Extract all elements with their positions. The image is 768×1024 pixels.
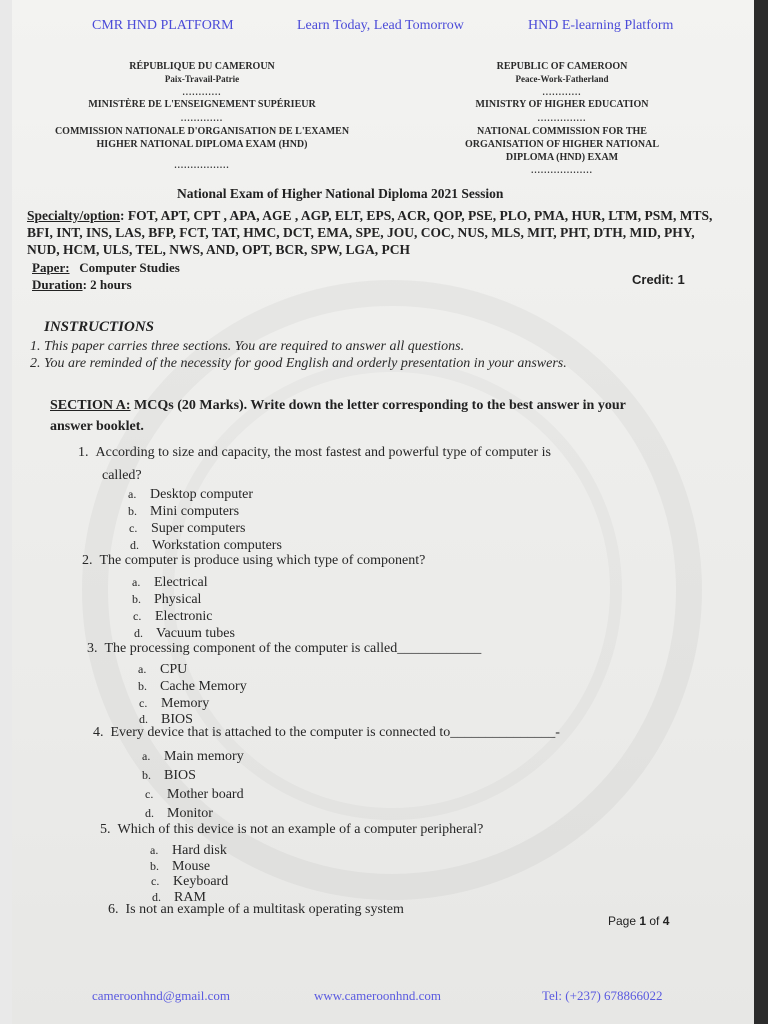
option-item xyxy=(138,662,187,678)
gov-block-english xyxy=(437,60,687,177)
option-text: BIOS xyxy=(161,712,193,727)
section-a-heading xyxy=(50,395,630,437)
country-en: REPUBLIC OF CAMEROON xyxy=(496,61,628,72)
footer-email: cameroonhnd@gmail.com xyxy=(92,988,230,1003)
duration-line xyxy=(32,277,132,293)
commission-fr-line1: COMMISSION NATIONALE D'ORGANISATION DE L'EXAMEN xyxy=(54,126,350,137)
option-text: Physical xyxy=(154,592,202,607)
question-text: Every device that is attached to the computer is connected to_______________- xyxy=(110,725,560,740)
option-letter: c. xyxy=(151,874,160,888)
question-number: 1. xyxy=(78,445,89,460)
commission-en-line3: DIPLOMA (HND) EXAM xyxy=(505,152,619,163)
option-text: Hard disk xyxy=(172,843,227,858)
option-text: Mouse xyxy=(172,859,211,874)
question-number: 6. xyxy=(108,902,119,917)
option-text: Mother board xyxy=(167,787,244,802)
option-letter: a. xyxy=(142,749,151,763)
country-fr: RÉPUBLIQUE DU CAMEROUN xyxy=(129,61,275,72)
question-number: 3. xyxy=(87,641,98,656)
question-text: The computer is produce using which type of component? xyxy=(99,553,426,568)
gov-block-french xyxy=(32,60,372,172)
option-text: Main memory xyxy=(164,749,244,764)
exam-page xyxy=(12,0,754,1024)
question-6 xyxy=(108,902,404,918)
option-text: Memory xyxy=(161,696,210,711)
header-slogan: Learn Today, Lead Tomorrow xyxy=(297,18,464,33)
header-platform-name: CMR HND PLATFORM xyxy=(92,18,234,33)
option-item xyxy=(128,504,239,520)
duration-value: : 2 hours xyxy=(82,277,132,292)
option-item xyxy=(132,592,201,608)
option-text: CPU xyxy=(160,662,188,677)
commission-en-line2: ORGANISATION OF HIGHER NATIONAL xyxy=(464,139,659,150)
divider-dots: ................... xyxy=(531,165,593,175)
instructions-heading: INSTRUCTIONS xyxy=(44,319,155,335)
option-text: Monitor xyxy=(167,806,213,821)
question-text: The processing component of the computer is called____________ xyxy=(104,641,482,656)
question-text: According to size and capacity, the most fastest and powerful type of computer is xyxy=(95,445,552,460)
option-letter: b. xyxy=(142,768,151,782)
divider-dots: ............. xyxy=(180,113,224,123)
page-number xyxy=(608,914,669,928)
specialty-codes: : FOT, APT, CPT , APA, AGE , AGP, ELT, EPS, ACR, QOP, PSE, PLO, PMA, HUR, LTM, PSM, MTS, BFI, INT, INS, LAS, BFP, FCT, TAT, HMC, DCT, EMA, SPE, JOU, COC, NUS, MLS, MIT, PHT, DTH, MID, PHY, NUD, HCM, ULS, TEL, NWS, AND, OPT, BCR, SPW, LGA, PCH xyxy=(27,208,713,257)
option-item xyxy=(142,749,244,765)
option-text: Desktop computer xyxy=(150,487,254,502)
option-item xyxy=(151,874,228,890)
page-middle: of xyxy=(646,914,663,928)
section-a-text: MCQs (20 Marks). Write down the letter corresponding to the best answer in your answer booklet. xyxy=(50,398,626,434)
option-letter: d. xyxy=(139,712,148,726)
option-item xyxy=(134,626,235,642)
option-text: Super computers xyxy=(151,521,246,536)
paper-label: Paper: xyxy=(32,260,70,275)
question-4 xyxy=(93,725,560,741)
option-text: Cache Memory xyxy=(160,679,247,694)
option-letter: d. xyxy=(145,806,154,820)
instruction-item: 1. This paper carries three sections. You are required to answer all questions. xyxy=(30,339,465,354)
option-letter: b. xyxy=(132,592,141,606)
divider-dots: ............... xyxy=(537,113,587,123)
option-letter: c. xyxy=(139,696,148,710)
option-item xyxy=(139,696,209,712)
question-number: 5. xyxy=(100,822,111,837)
specialty-options xyxy=(27,207,717,258)
duration-label: Duration xyxy=(32,277,83,292)
option-text: Vacuum tubes xyxy=(156,626,235,641)
question-number: 2. xyxy=(82,553,93,568)
option-text: Keyboard xyxy=(173,874,229,889)
ministry-fr: MINISTÈRE DE L'ENSEIGNEMENT SUPÉRIEUR xyxy=(88,99,316,110)
option-text: BIOS xyxy=(164,768,196,783)
option-letter: d. xyxy=(130,538,139,552)
option-letter: d. xyxy=(134,626,143,640)
question-1-line2: called? xyxy=(102,468,142,483)
question-2 xyxy=(82,553,425,569)
option-letter: a. xyxy=(128,487,137,501)
paper-value: Computer Studies xyxy=(79,260,180,275)
option-item xyxy=(133,609,213,625)
question-number: 4. xyxy=(93,725,104,740)
option-text: Electrical xyxy=(154,575,208,590)
instruction-item: 2. You are reminded of the necessity for good English and orderly presentation in your answers. xyxy=(30,356,567,371)
credit-value: Credit: 1 xyxy=(632,272,685,287)
commission-en-line1: NATIONAL COMMISSION FOR THE xyxy=(477,126,647,137)
option-letter: a. xyxy=(132,575,141,589)
section-a-label: SECTION A: xyxy=(50,398,131,413)
option-item xyxy=(128,487,253,503)
page-total: 4 xyxy=(662,914,670,928)
option-text: RAM xyxy=(174,890,206,905)
option-item xyxy=(130,538,282,554)
motto-en: Peace-Work-Fatherland xyxy=(515,74,609,84)
option-letter: a. xyxy=(150,843,159,857)
footer-phone: Tel: (+237) 678866022 xyxy=(542,988,663,1003)
page-prefix: Page xyxy=(608,914,640,928)
option-letter: d. xyxy=(152,890,161,904)
divider-dots: ................. xyxy=(174,160,230,170)
divider-dots: ............ xyxy=(542,87,582,97)
question-3 xyxy=(87,641,481,657)
option-text: Mini computers xyxy=(150,504,240,519)
option-letter: b. xyxy=(138,679,147,693)
commission-fr-line2: HIGHER NATIONAL DIPLOMA EXAM (HND) xyxy=(96,139,308,150)
divider-dots: ............ xyxy=(182,87,222,97)
option-letter: c. xyxy=(145,787,154,801)
option-item xyxy=(129,521,245,537)
option-letter: c. xyxy=(129,521,138,535)
option-item xyxy=(138,679,247,695)
option-letter: c. xyxy=(133,609,142,623)
paper-line xyxy=(32,260,180,276)
option-item xyxy=(132,575,208,591)
option-item xyxy=(150,859,210,875)
page-current: 1 xyxy=(639,914,647,928)
question-text: Is not an example of a multitask operating system xyxy=(125,902,404,917)
question-1 xyxy=(78,445,551,461)
motto-fr: Paix-Travail-Patrie xyxy=(164,74,240,84)
ministry-en: MINISTRY OF HIGHER EDUCATION xyxy=(475,99,649,110)
right-background-edge xyxy=(754,0,768,1024)
option-item xyxy=(150,843,227,859)
option-item xyxy=(145,806,213,822)
option-letter: b. xyxy=(128,504,137,518)
question-5 xyxy=(100,822,483,838)
option-item xyxy=(145,787,244,803)
header-elearning: HND E-learning Platform xyxy=(528,18,674,33)
option-item xyxy=(142,768,196,784)
option-text: Electronic xyxy=(155,609,213,624)
option-letter: b. xyxy=(150,859,159,873)
specialty-label: Specialty/option xyxy=(27,208,121,223)
question-text: Which of this device is not an example of a computer peripheral? xyxy=(117,822,484,837)
left-background-edge xyxy=(0,0,12,1024)
option-letter: a. xyxy=(138,662,147,676)
option-text: Workstation computers xyxy=(152,538,282,553)
exam-title: National Exam of Higher National Diploma 2021 Session xyxy=(177,186,504,201)
footer-website: www.cameroonhnd.com xyxy=(314,988,441,1003)
